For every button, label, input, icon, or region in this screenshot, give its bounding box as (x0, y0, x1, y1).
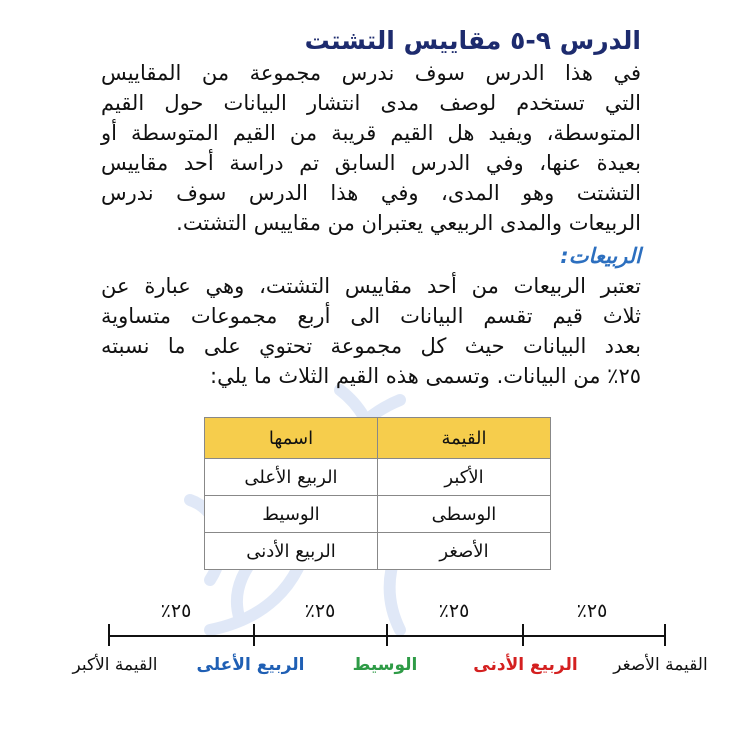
table-header-value: القيمة (378, 418, 551, 459)
intro-line: في هذا الدرس سوف ندرس مجموعة من المقاييس (101, 61, 641, 85)
table-cell-name: الربيع الأعلى (205, 459, 378, 496)
intro-line: الربيعات والمدى الربيعي يعتبران من مقاييس التشتت. (176, 211, 641, 235)
intro-line: التشتت وهو المدى، وفي هذا الدرس سوف ندرس (101, 181, 641, 205)
number-line-tick (386, 624, 388, 646)
label-upper-quartile: الربيع الأعلى (196, 655, 305, 675)
table-cell-name: الربيع الأدنى (205, 533, 378, 570)
section-line: ٢٥٪ من البيانات. وتسمى هذه القيم الثلاث ما يلي: (210, 364, 641, 388)
table-cell-value: الوسطى (378, 496, 551, 533)
number-line-tick (522, 624, 524, 646)
table-cell-name: الوسيط (205, 496, 378, 533)
intro-line: المتوسطة، ويفيد هل القيم قريبة من القيم المتوسطة أو (101, 121, 641, 145)
table-header-row (205, 418, 551, 459)
segment-percent-label: ٢٥٪ (576, 600, 608, 622)
table-cell-value: الأصغر (378, 533, 551, 570)
number-line-tick (108, 624, 110, 646)
section-line: بعدد البيانات حيث كل مجموعة تحتوي على ما نسبته (101, 334, 641, 358)
number-line (108, 624, 666, 648)
intro-line: بعيدة عنها، وفي الدرس السابق تم دراسة أحد مقاييس (101, 151, 641, 175)
label-largest-value: القيمة الأكبر (72, 655, 158, 675)
table-header-name: اسمها (205, 418, 378, 459)
number-line-tick (664, 624, 666, 646)
segment-percent-label: ٢٥٪ (304, 600, 336, 622)
label-lower-quartile: الربيع الأدنى (473, 655, 578, 675)
segment-percent-label: ٢٥٪ (160, 600, 192, 622)
section-line: ثلاث قيم تقسم البيانات الى أربع مجموعات متساوية (101, 304, 641, 328)
label-median: الوسيط (352, 655, 418, 675)
table-cell-value: الأكبر (378, 459, 551, 496)
table-row (205, 459, 551, 496)
intro-line: التي تستخدم لوصف مدى انتشار البيانات حول القيم (101, 91, 641, 115)
quartiles-table (204, 417, 551, 570)
table-row (205, 496, 551, 533)
segment-percent-label: ٢٥٪ (438, 600, 470, 622)
section-heading: الربيعات: (560, 244, 641, 268)
lesson-title: الدرس ٩-٥ مقاييس التشتت (304, 26, 641, 55)
table-row (205, 533, 551, 570)
number-line-tick (253, 624, 255, 646)
section-line: تعتبر الربيعات من أحد مقاييس التشتت، وهي عبارة عن (101, 274, 641, 298)
label-smallest-value: القيمة الأصغر (613, 655, 708, 675)
